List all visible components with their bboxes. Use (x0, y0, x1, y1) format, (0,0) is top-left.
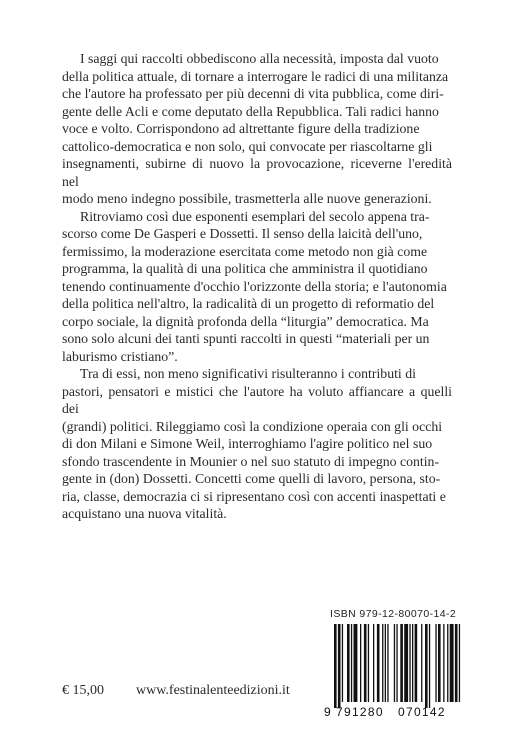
barcode-bar (334, 624, 337, 708)
text-line: gente in (don) Dossetti. Concetti come quelli di lavoro, persona, sto- (62, 471, 441, 486)
barcode-bar (364, 624, 367, 702)
barcode-bar (373, 624, 374, 702)
barcode-bars (334, 624, 462, 708)
barcode-digit-first: 9 (324, 705, 331, 719)
barcode-digit-group2: 070142 (398, 705, 446, 719)
barcode-digit-group1: 791280 (336, 705, 384, 719)
barcode-bar (351, 624, 352, 702)
barcode-bar (354, 624, 358, 702)
text-line: voce e volto. Corrispondono ad altrettante figure della tradizione (62, 121, 420, 136)
text-line: acquistano una nuova vitalità. (62, 506, 227, 521)
barcode-bar (459, 624, 460, 702)
publisher-website: www.festinalenteedizioni.it (136, 683, 290, 698)
text-line: corpo sociale, la dignità profonda della “liturgia” democratica. Ma (62, 313, 429, 329)
barcode-bar (368, 624, 369, 702)
barcode-bar (409, 624, 410, 702)
barcode-bar (382, 624, 383, 702)
barcode-bar (447, 624, 448, 702)
text-line: insegnamenti, subirne di nuovo la provocazione, riceverne l'eredità nel (62, 156, 452, 189)
barcode-bar (412, 624, 413, 702)
text-line: della politica nell'altro, la radicalità di un progetto di reformatio del (62, 296, 435, 311)
barcode-bar (429, 624, 430, 708)
price: € 15,00 (62, 683, 104, 698)
text-line: Tra di essi, non meno significativi risulteranno i contributi di (80, 366, 416, 381)
barcode-bar (338, 624, 341, 708)
text-line: che l'autore ha professato per più decenni di vita pubblica, come diri- (62, 86, 444, 101)
text-line: di don Milani e Simone Weil, interroghiamo l'agire politico nel suo (62, 436, 433, 451)
text-line: modo meno indegno possibile, trasmetterla alle nuove generazioni. (62, 191, 432, 206)
paragraph-2 (62, 208, 452, 366)
barcode-bar (435, 624, 436, 702)
barcode (322, 622, 462, 720)
text-line: I saggi qui raccolti obbediscono alla necessità, imposta dal vuoto (80, 51, 439, 66)
text-line: scorso come De Gasperi e Dossetti. Il senso della laicità dell'uno, (62, 226, 423, 241)
barcode-bar (438, 624, 441, 702)
barcode-bar (450, 624, 454, 702)
barcode-bar (396, 624, 397, 702)
text-line: fermissimo, la moderazione esercitata come metodo non già come (62, 243, 428, 259)
text-line: programma, la qualità di una politica che amministra il quotidiano (62, 261, 428, 276)
barcode-bar (347, 624, 350, 702)
text-line: gente delle Acli e come deputato della Repubblica. Tali radici hanno (62, 103, 439, 119)
text-line: (grandi) politici. Rileggiamo così la condizione operaia con gli occhi (62, 418, 443, 434)
barcode-bar (425, 624, 428, 708)
barcode-bar (360, 624, 361, 702)
barcode-bar (342, 624, 343, 702)
back-cover-text (62, 50, 452, 523)
text-line: sfondo trascendente in Mounier o nel suo statuto di impegno contin- (62, 453, 440, 469)
barcode-bar (421, 624, 422, 702)
text-line: cattolico-democratica e non solo, qui convocate per riascoltarne gli (62, 138, 433, 154)
text-line: Ritroviamo così due esponenti esemplari del secolo appena tra- (80, 208, 430, 224)
barcode-bar (400, 624, 403, 702)
isbn-label: ISBN 979-12-80070-14-2 (330, 608, 457, 620)
barcode-bar (387, 624, 388, 702)
text-line: della politica attuale, di tornare a interrogare le radici di una militanza (62, 68, 449, 84)
paragraph-3 (62, 365, 452, 523)
barcode-bar (385, 624, 386, 702)
text-line: tenendo continuamente d'occhio l'orizzonte della storia; e l'autonomia (62, 278, 447, 294)
paragraph-1 (62, 50, 452, 208)
barcode-bar (443, 624, 444, 702)
text-line: pastori, pensatori e mistici che l'autore ha voluto affiancare a quelli dei (62, 383, 452, 416)
barcode-bar (455, 624, 458, 702)
text-line: laburismo cristiano”. (62, 348, 178, 364)
barcode-bar (404, 624, 408, 702)
barcode-bar (377, 624, 380, 702)
text-line: sono solo alcuni dei tanti spunti raccolti in questi “materiali per un (62, 331, 430, 346)
barcode-bar (394, 624, 395, 702)
text-line: ria, classe, democrazia ci si ripresentano così con accenti inaspettati e (62, 488, 446, 504)
barcode-bar (415, 624, 418, 702)
